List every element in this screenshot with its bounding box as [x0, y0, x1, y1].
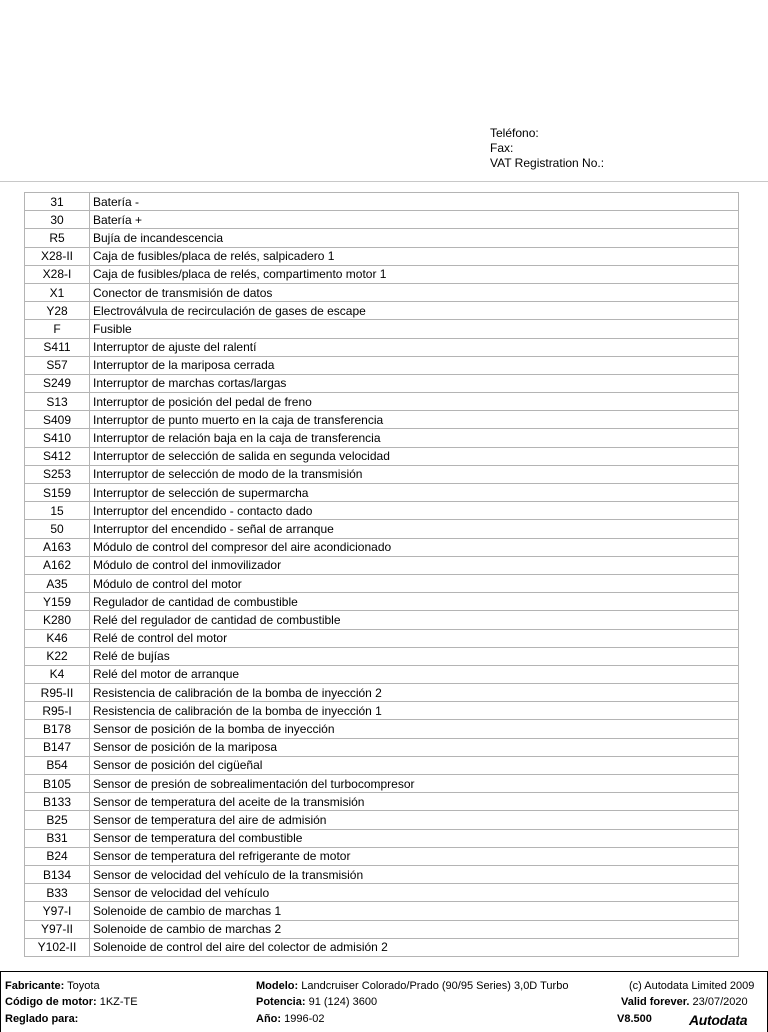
component-description: Sensor de temperatura del refrigerante de motor: [90, 847, 739, 865]
component-description: Sensor de posición del cigüeñal: [90, 756, 739, 774]
modelo-value: Landcruiser Colorado/Prado (90/95 Series) 3,0D Turbo: [301, 980, 569, 992]
component-description: Relé del motor de arranque: [90, 665, 739, 683]
potencia-value: 91 (124) 3600: [308, 996, 378, 1008]
component-code: B133: [25, 793, 90, 811]
table-row: [25, 447, 739, 465]
component-code: Y28: [25, 302, 90, 320]
component-description: Sensor de velocidad del vehículo de la transmisión: [90, 865, 739, 883]
component-description: Interruptor del encendido - contacto dado: [90, 502, 739, 520]
component-description: Módulo de control del inmovilizador: [90, 556, 739, 574]
modelo: [256, 978, 568, 994]
component-description: Resistencia de calibración de la bomba de inyección 1: [90, 702, 739, 720]
component-description: Bujía de incandescencia: [90, 229, 739, 247]
component-description: Batería -: [90, 193, 739, 211]
table-row: [25, 502, 739, 520]
component-code: Y102-II: [25, 938, 90, 956]
component-code: B178: [25, 720, 90, 738]
fabricante-value: Toyota: [67, 980, 100, 992]
version: V8.500: [617, 1013, 652, 1025]
table-row: [25, 775, 739, 793]
component-description: Solenoide de control del aire del colector de admisión 2: [90, 938, 739, 956]
component-code: F: [25, 320, 90, 338]
phone-label: Teléfono:: [490, 126, 539, 140]
component-description: Interruptor de relación baja en la caja de transferencia: [90, 429, 739, 447]
component-code: S409: [25, 411, 90, 429]
table-row: [25, 338, 739, 356]
component-code: B31: [25, 829, 90, 847]
component-code: S253: [25, 465, 90, 483]
component-legend: [24, 192, 739, 957]
component-description: Solenoide de cambio de marchas 1: [90, 902, 739, 920]
table-row: [25, 829, 739, 847]
component-code: Y97-II: [25, 920, 90, 938]
table-row: [25, 611, 739, 629]
footer-info: [0, 971, 768, 1032]
ano-label: Año:: [256, 1013, 282, 1025]
table-row: [25, 684, 739, 702]
table-row: [25, 793, 739, 811]
table-row: [25, 720, 739, 738]
component-description: Sensor de temperatura del combustible: [90, 829, 739, 847]
component-code: S159: [25, 484, 90, 502]
table-row: [25, 320, 739, 338]
component-description: Módulo de control del motor: [90, 574, 739, 592]
component-code: A163: [25, 538, 90, 556]
component-code: R95-II: [25, 684, 90, 702]
table-row: [25, 538, 739, 556]
component-code: B147: [25, 738, 90, 756]
component-code: K46: [25, 629, 90, 647]
table-row: [25, 247, 739, 265]
ano-value: 1996-02: [284, 1013, 325, 1025]
table-row: [25, 847, 739, 865]
component-description: Interruptor de selección de modo de la transmisión: [90, 465, 739, 483]
table-row: [25, 629, 739, 647]
component-description: Fusible: [90, 320, 739, 338]
table-row: [25, 665, 739, 683]
validity: [621, 994, 748, 1010]
component-code: K4: [25, 665, 90, 683]
component-description: Interruptor del encendido - señal de arranque: [90, 520, 739, 538]
component-description: Interruptor de selección de supermarcha: [90, 484, 739, 502]
codigo-label: Código de motor:: [5, 996, 97, 1008]
component-description: Interruptor de ajuste del ralentí: [90, 338, 739, 356]
component-description: Solenoide de cambio de marchas 2: [90, 920, 739, 938]
potencia-label: Potencia:: [256, 996, 306, 1008]
component-code: B54: [25, 756, 90, 774]
table-row: [25, 484, 739, 502]
component-code: A162: [25, 556, 90, 574]
component-description: Electroválvula de recirculación de gases de escape: [90, 302, 739, 320]
table-row: [25, 393, 739, 411]
component-code: S412: [25, 447, 90, 465]
table-row: [25, 520, 739, 538]
component-code: B24: [25, 847, 90, 865]
component-description: Regulador de cantidad de combustible: [90, 593, 739, 611]
component-code: B25: [25, 811, 90, 829]
component-description: Interruptor de posición del pedal de freno: [90, 393, 739, 411]
component-table: [24, 192, 739, 957]
reglado-label: Reglado para:: [5, 1013, 79, 1025]
component-code: X28-II: [25, 247, 90, 265]
table-row: [25, 229, 739, 247]
table-row: [25, 574, 739, 592]
component-code: S249: [25, 374, 90, 392]
autodata-logo: Autodata: [689, 1012, 748, 1028]
table-row: [25, 593, 739, 611]
table-row: [25, 411, 739, 429]
table-row: [25, 283, 739, 301]
table-row: [25, 302, 739, 320]
component-code: B33: [25, 884, 90, 902]
component-description: Interruptor de la mariposa cerrada: [90, 356, 739, 374]
component-code: Y97-I: [25, 902, 90, 920]
component-code: 31: [25, 193, 90, 211]
table-row: [25, 356, 739, 374]
component-code: K280: [25, 611, 90, 629]
table-row: [25, 211, 739, 229]
component-code: K22: [25, 647, 90, 665]
component-code: S13: [25, 393, 90, 411]
table-row: [25, 938, 739, 956]
component-code: X28-I: [25, 265, 90, 283]
ano: [256, 1011, 324, 1027]
table-row: [25, 884, 739, 902]
valid-date: 23/07/2020: [692, 996, 748, 1008]
component-description: Caja de fusibles/placa de relés, compartimento motor 1: [90, 265, 739, 283]
modelo-label: Modelo:: [256, 980, 299, 992]
component-description: Batería +: [90, 211, 739, 229]
component-code: S411: [25, 338, 90, 356]
copyright: (c) Autodata Limited 2009: [629, 980, 755, 992]
fabricante-label: Fabricante:: [5, 980, 65, 992]
component-description: Módulo de control del compresor del aire acondicionado: [90, 538, 739, 556]
component-code: Y159: [25, 593, 90, 611]
component-description: Sensor de presión de sobrealimentación del turbocompresor: [90, 775, 739, 793]
valid-label: Valid forever.: [621, 996, 690, 1008]
table-row: [25, 374, 739, 392]
component-description: Conector de transmisión de datos: [90, 283, 739, 301]
reglado: [5, 1011, 78, 1027]
component-description: Caja de fusibles/placa de relés, salpicadero 1: [90, 247, 739, 265]
component-code: R5: [25, 229, 90, 247]
table-row: [25, 647, 739, 665]
component-table-body: [25, 193, 739, 957]
table-row: [25, 902, 739, 920]
table-row: [25, 429, 739, 447]
table-row: [25, 556, 739, 574]
fabricante: [5, 978, 100, 994]
contact-block: [490, 126, 604, 171]
component-description: Interruptor de selección de salida en segunda velocidad: [90, 447, 739, 465]
table-row: [25, 738, 739, 756]
component-code: 50: [25, 520, 90, 538]
component-code: S57: [25, 356, 90, 374]
table-row: [25, 811, 739, 829]
header-divider: [0, 181, 768, 182]
component-description: Sensor de temperatura del aire de admisión: [90, 811, 739, 829]
component-code: X1: [25, 283, 90, 301]
component-description: Interruptor de marchas cortas/largas: [90, 374, 739, 392]
component-code: B134: [25, 865, 90, 883]
fax-label: Fax:: [490, 141, 514, 155]
table-row: [25, 865, 739, 883]
table-row: [25, 756, 739, 774]
component-code: S410: [25, 429, 90, 447]
table-row: [25, 265, 739, 283]
component-description: Resistencia de calibración de la bomba de inyección 2: [90, 684, 739, 702]
component-description: Sensor de temperatura del aceite de la transmisión: [90, 793, 739, 811]
component-code: 30: [25, 211, 90, 229]
vat-label: VAT Registration No.:: [490, 156, 605, 170]
component-description: Interruptor de punto muerto en la caja de transferencia: [90, 411, 739, 429]
component-description: Relé de bujías: [90, 647, 739, 665]
component-code: 15: [25, 502, 90, 520]
potencia: [256, 994, 377, 1010]
table-row: [25, 920, 739, 938]
component-code: B105: [25, 775, 90, 793]
component-code: R95-I: [25, 702, 90, 720]
table-row: [25, 702, 739, 720]
component-description: Relé de control del motor: [90, 629, 739, 647]
component-description: Relé del regulador de cantidad de combustible: [90, 611, 739, 629]
table-row: [25, 465, 739, 483]
component-description: Sensor de velocidad del vehículo: [90, 884, 739, 902]
table-row: [25, 193, 739, 211]
component-description: Sensor de posición de la mariposa: [90, 738, 739, 756]
codigo-value: 1KZ-TE: [99, 996, 138, 1008]
component-code: A35: [25, 574, 90, 592]
component-description: Sensor de posición de la bomba de inyección: [90, 720, 739, 738]
codigo-motor: [5, 994, 138, 1010]
